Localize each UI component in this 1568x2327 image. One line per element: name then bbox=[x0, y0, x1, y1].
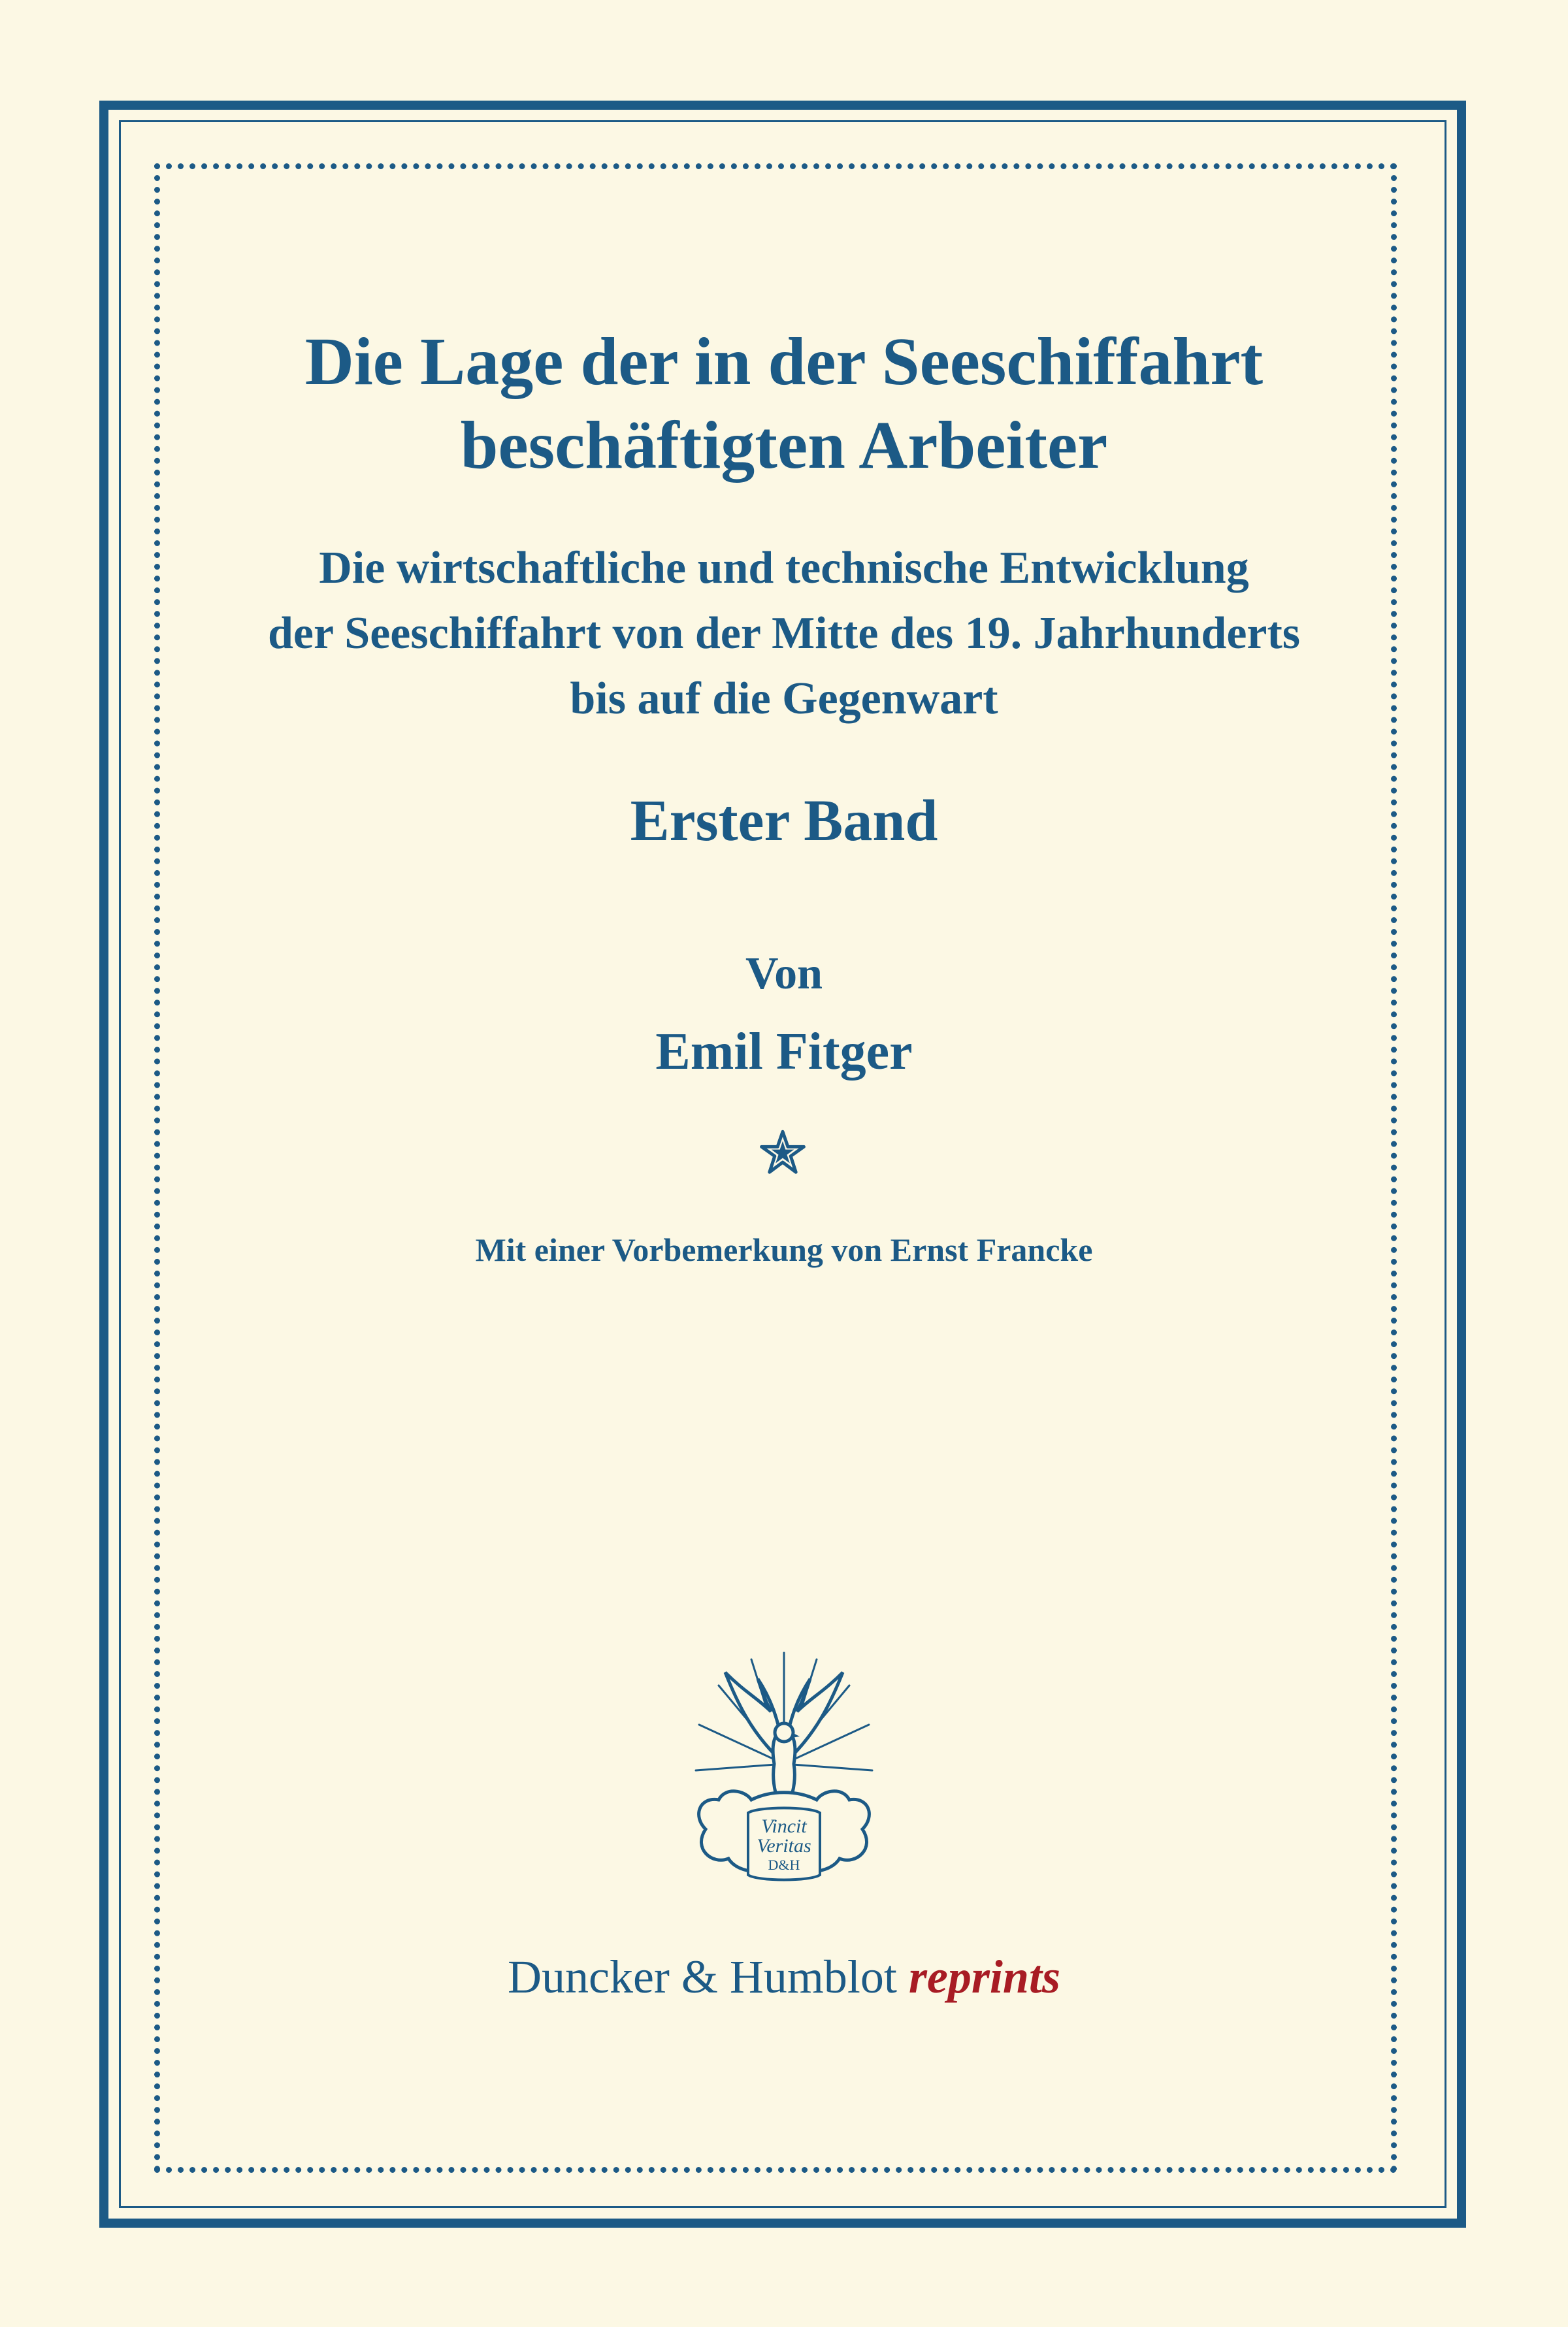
book-subtitle bbox=[0, 536, 1568, 732]
title-line-1: Die Lage der in der Seeschiffahrt bbox=[304, 324, 1264, 399]
star-ornament-icon bbox=[759, 1129, 806, 1176]
publisher-name: Duncker & Humblot bbox=[508, 1951, 897, 2003]
foreword-note: Mit einer Vorbemerkung von Ernst Francke bbox=[475, 1231, 1093, 1268]
imprint-label: reprints bbox=[908, 1951, 1060, 2003]
subtitle-line-3: bis auf die Gegenwart bbox=[570, 674, 998, 724]
emblem-motto-1: Vincit bbox=[761, 1815, 807, 1837]
emblem-monogram: D&H bbox=[768, 1857, 800, 1873]
eagle-emblem-icon bbox=[679, 1633, 889, 1895]
subtitle-line-1: Die wirtschaftliche und technische Entwicklung bbox=[319, 543, 1249, 593]
volume-label: Erster Band bbox=[630, 789, 938, 853]
subtitle-line-2: der Seeschiffahrt von der Mitte des 19. Jahrhunderts bbox=[267, 608, 1301, 659]
title-line-2: beschäftigten Arbeiter bbox=[460, 408, 1108, 483]
by-label: Von bbox=[745, 949, 823, 999]
author-name: Emil Fitger bbox=[655, 1023, 913, 1081]
publisher-line bbox=[0, 1945, 1568, 2008]
book-title bbox=[0, 320, 1568, 487]
emblem-motto-2: Veritas bbox=[757, 1835, 811, 1857]
